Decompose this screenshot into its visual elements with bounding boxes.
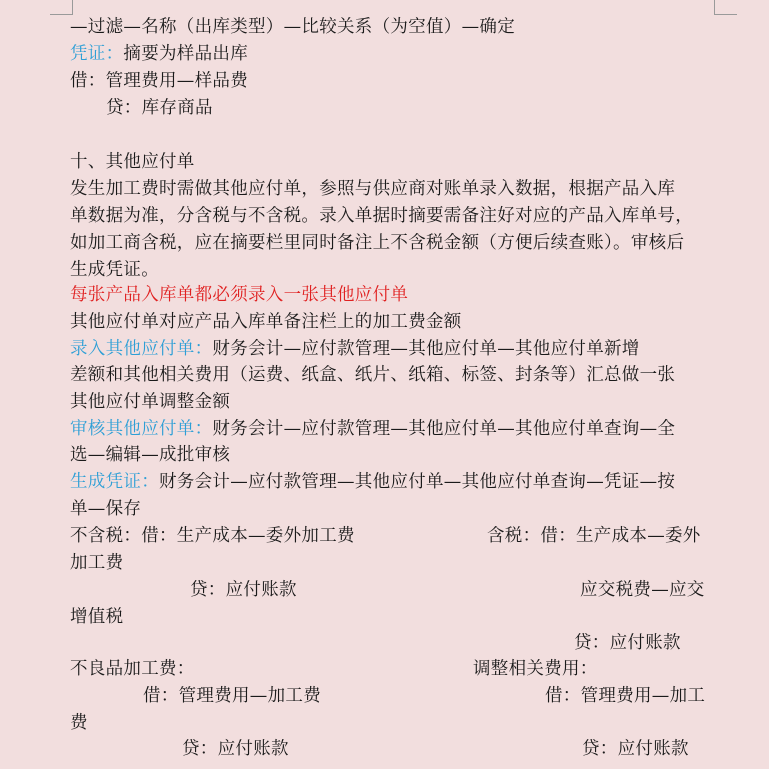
entry-step-label: 录入其他应付单： (70, 339, 213, 359)
paragraph-line: 加工费 (70, 553, 124, 573)
tax-exclusive-entry: 不含税：借：生产成本—委外加工费 (70, 526, 355, 546)
paragraph-line: 如加工商含税，应在摘要栏里同时备注上不含税金额（方便后续查账）。审核后 (70, 233, 685, 253)
section-heading: 十、其他应付单 (70, 152, 195, 172)
tax-payable: 应交税费—应交 (580, 580, 705, 600)
margin-corner-mark-left (50, 0, 73, 15)
paragraph-line: 单—保存 (70, 499, 142, 519)
margin-corner-mark-right (714, 0, 737, 15)
voucher-step-label: 生成凭证： (70, 472, 159, 492)
defective-processing-fee: 不良品加工费： (70, 659, 195, 679)
debit-management-fee: 借：管理费用—加工费 (143, 686, 321, 706)
voucher-line (70, 41, 248, 67)
paragraph-line: 发生加工费时需做其他应付单，参照与供应商对账单录入数据，根据产品入库 (70, 179, 676, 199)
voucher-step-line (70, 469, 675, 495)
review-step-label: 审核其他应付单： (70, 419, 213, 439)
paragraph-line: 其他应付单调整金额 (70, 392, 231, 412)
debit-sample-fee: 借：管理费用—样品费 (70, 71, 248, 91)
required-note: 每张产品入库单都必须录入一张其他应付单 (70, 285, 409, 305)
tax-inclusive-entry: 含税：借：生产成本—委外 (487, 526, 701, 546)
voucher-step-text: 财务会计—应付款管理—其他应付单—其他应付单查询—凭证—按 (159, 472, 676, 492)
paragraph-line: 单数据为准，分含税与不含税。录入单据时摘要需备注好对应的产品入库单号， (70, 206, 693, 226)
paragraph-line: 费 (70, 713, 88, 733)
paragraph-line: 选—编辑—成批审核 (70, 445, 231, 465)
credit-payable: 贷：应付账款 (190, 580, 297, 600)
paragraph-line: 生成凭证。 (70, 260, 159, 280)
credit-inventory: 贷：库存商品 (106, 98, 213, 118)
voucher-label: 凭证： (70, 44, 124, 64)
filter-path-line: —过滤—名称（出库类型）—比较关系（为空值）—确定 (70, 17, 515, 37)
paragraph-line: 增值税 (70, 607, 124, 627)
adjust-related-fees: 调整相关费用： (473, 659, 598, 679)
note-line: 其他应付单对应产品入库单备注栏上的加工费金额 (70, 312, 462, 332)
voucher-text: 摘要为样品出库 (123, 44, 249, 64)
review-step-line (70, 416, 675, 442)
paragraph-line: 差额和其他相关费用（运费、纸盒、纸片、纸箱、标签、封条等）汇总做一张 (70, 365, 676, 385)
debit-management-fee: 借：管理费用—加工 (545, 686, 706, 706)
credit-payable: 贷：应付账款 (582, 739, 689, 759)
entry-step-line (70, 336, 640, 362)
entry-step-text: 财务会计—应付款管理—其他应付单—其他应付单新增 (212, 339, 640, 359)
review-step-text: 财务会计—应付款管理—其他应付单—其他应付单查询—全 (212, 419, 676, 439)
credit-payable: 贷：应付账款 (182, 739, 289, 759)
credit-payable: 贷：应付账款 (574, 633, 681, 653)
